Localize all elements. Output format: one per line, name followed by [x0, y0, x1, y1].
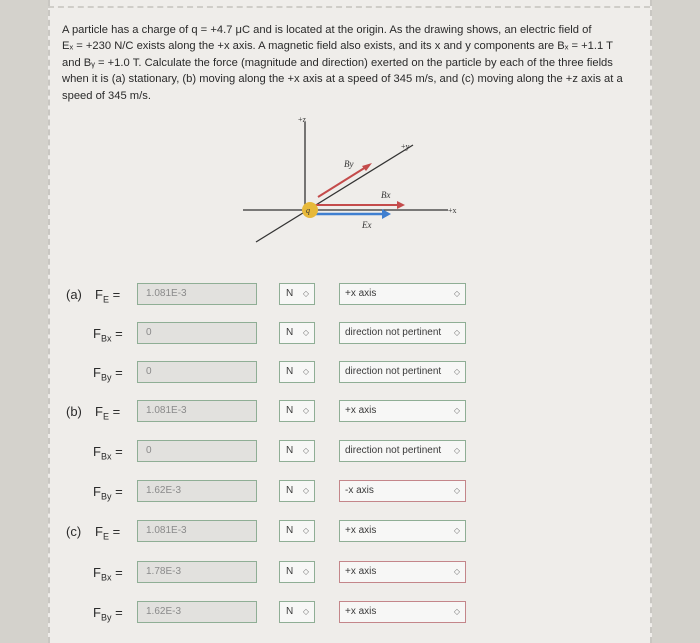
force-label: $F_{By}$ = — [93, 365, 123, 383]
chevron-icon: ◇ — [302, 526, 309, 535]
problem-statement — [62, 22, 632, 104]
charge-q — [302, 202, 318, 218]
problem-line-2: Eₓ = +230 N/C exists along the +x axis. A magnetic field also exists, and its x and y components are Bₓ = +1.1 T — [62, 40, 613, 53]
direction-select[interactable]: direction not pertinent ◇ — [339, 322, 466, 344]
unit-select[interactable]: N ◇ — [279, 440, 315, 462]
problem-line-3: and Bᵧ = +1.0 T. Calculate the force (magnitude and direction) exerted on the particle by each of the three fields — [62, 56, 613, 69]
chevron-icon: ◇ — [302, 289, 309, 298]
force-value-input[interactable]: 1.62E-3 — [137, 480, 257, 502]
x-label: +x — [448, 206, 457, 215]
direction-select[interactable]: +x axis ◇ — [339, 400, 466, 422]
chevron-icon: ◇ — [302, 567, 309, 576]
force-label: $F_E$ = — [95, 287, 121, 305]
force-value-input[interactable]: 1.62E-3 — [137, 601, 257, 623]
force-label: $F_{Bx}$ = — [93, 326, 123, 344]
chevron-icon: ◇ — [453, 446, 460, 455]
by-vector — [318, 167, 366, 197]
chevron-icon: ◇ — [453, 486, 460, 495]
chevron-icon: ◇ — [302, 367, 309, 376]
force-value-input[interactable]: 1.081E-3 — [137, 520, 257, 542]
chevron-icon: ◇ — [453, 526, 460, 535]
by-arrowhead — [362, 163, 372, 171]
force-label: $F_{By}$ = — [93, 484, 123, 502]
unit-select[interactable]: N ◇ — [279, 601, 315, 623]
direction-select[interactable]: +x axis ◇ — [339, 283, 466, 305]
force-value-input[interactable]: 1.081E-3 — [137, 400, 257, 422]
chevron-icon: ◇ — [453, 406, 460, 415]
problem-line-1: A particle has a charge of q = +4.7 μC and is located at the origin. As the drawing shows, an electric field of — [62, 24, 592, 36]
problem-line-5: speed of 345 m/s. — [62, 89, 151, 102]
unit-select[interactable]: N ◇ — [279, 400, 315, 422]
top-divider — [48, 6, 650, 8]
chevron-icon: ◇ — [453, 567, 460, 576]
field-diagram — [238, 112, 468, 247]
chevron-icon: ◇ — [302, 328, 309, 337]
part-label: (c) — [66, 524, 82, 539]
chevron-icon: ◇ — [302, 446, 309, 455]
chevron-icon: ◇ — [453, 367, 460, 376]
bx-arrowhead — [397, 201, 405, 209]
chevron-icon: ◇ — [302, 406, 309, 415]
force-label: $F_E$ = — [95, 404, 121, 422]
ex-label: Ex — [362, 220, 372, 230]
part-label: (b) — [66, 404, 82, 419]
chevron-icon: ◇ — [302, 607, 309, 616]
force-label: $F_{By}$ = — [93, 605, 123, 623]
force-label: $F_{Bx}$ = — [93, 444, 123, 462]
force-value-input[interactable]: 0 — [137, 322, 257, 344]
unit-select[interactable]: N ◇ — [279, 283, 315, 305]
direction-select[interactable]: +x axis ◇ — [339, 601, 466, 623]
chevron-icon: ◇ — [453, 289, 460, 298]
direction-select[interactable]: direction not pertinent ◇ — [339, 440, 466, 462]
q-label: q — [306, 206, 310, 215]
direction-select[interactable]: +x axis ◇ — [339, 561, 466, 583]
part-label: (a) — [66, 287, 82, 302]
chevron-icon: ◇ — [302, 486, 309, 495]
unit-select[interactable]: N ◇ — [279, 561, 315, 583]
direction-select[interactable]: direction not pertinent ◇ — [339, 361, 466, 383]
chevron-icon: ◇ — [453, 328, 460, 337]
problem-line-4: when it is (a) stationary, (b) moving along the +x axis at a speed of 345 m/s, and (c) moving along the +z axis at a — [62, 73, 623, 86]
unit-select[interactable]: N ◇ — [279, 322, 315, 344]
force-value-input[interactable]: 1.081E-3 — [137, 283, 257, 305]
unit-select[interactable]: N ◇ — [279, 520, 315, 542]
unit-select[interactable]: N ◇ — [279, 361, 315, 383]
chevron-icon: ◇ — [453, 607, 460, 616]
unit-select[interactable]: N ◇ — [279, 480, 315, 502]
direction-select[interactable]: +x axis ◇ — [339, 520, 466, 542]
force-label: $F_E$ = — [95, 524, 121, 542]
force-value-input[interactable]: 0 — [137, 361, 257, 383]
direction-select[interactable]: -x axis ◇ — [339, 480, 466, 502]
force-value-input[interactable]: 1.78E-3 — [137, 561, 257, 583]
force-label: $F_{Bx}$ = — [93, 565, 123, 583]
y-label: +y — [401, 142, 410, 151]
bx-label: Bx — [381, 190, 391, 200]
force-value-input[interactable]: 0 — [137, 440, 257, 462]
by-label: By — [344, 159, 354, 169]
z-label: +z — [298, 115, 307, 124]
